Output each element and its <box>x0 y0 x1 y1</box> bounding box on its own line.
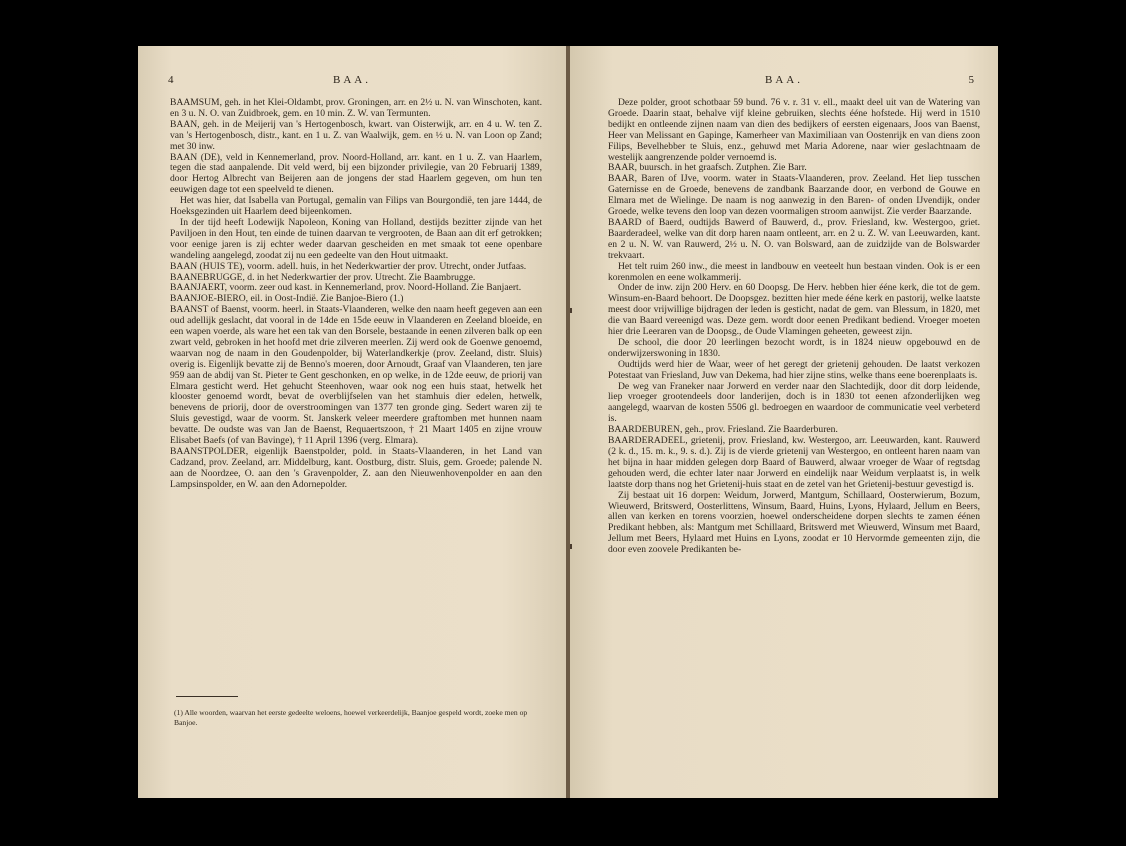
right-text-column <box>608 98 980 556</box>
entry-paragraph: Het was hier, dat Isabella van Portugal, gemalin van Filips van Bourgondië, ten jare 1444, de Hoeksgezinden uit Haarlem deed bijeenkomen. <box>170 195 542 218</box>
book-spread <box>138 46 998 798</box>
right-running-title: BAA. <box>765 74 803 86</box>
right-page-number: 5 <box>968 74 974 86</box>
entry-paragraph: Deze polder, groot schotbaar 59 bund. 76 v. r. 31 v. ell., maakt deel uit van de Watering van Groede. Daarin staat, behalve vijf kleine gebruiken, slechts ééne hofstede. Hij werd in 1510 bedijkt en ontleende zijnen naam van dien des bedijkers of eersten eigenaars, Joos van Baenst, Heer van Melissant en Gapinge, Kamerheer van Maximiliaan van Oostenrijk en van diens zoon Filips, Bevelhebber te Sluis, enz., gehuwd met Maria Adorene, naar wier geslachtnaam de westelijk aangrenzende polder vernoemd is. <box>608 97 980 163</box>
entry-paragraph: Onder de inw. zijn 200 Herv. en 60 Doopsg. De Herv. hebben hier ééne kerk, die tot de gem. Winsum-en-Baard behoort. De Doopsgez. bezitten hier mede ééne kerk en pastorij, welke laatste meest door vrijwillige bijdragen der leden is gesticht, nadat de gem. van Blessum, in 1820, met die van Baard vereenigd was. Deze gem. wordt door eenen Predikant bediend. Vroeger moeten hier drie Leeraren van de Doopsg., de Oude Vlamingen geheeten, geweest zijn. <box>608 282 980 338</box>
right-running-head <box>570 74 998 88</box>
left-text-column <box>170 98 542 491</box>
entry-paragraph: Het telt ruim 260 inw., die meest in landbouw en veeteelt hun bestaan vinden. Ook is er een korenmolen en eene wolkammerij. <box>608 260 980 283</box>
entry-paragraph: De school, die door 20 leerlingen bezocht wordt, is in 1824 nieuw opgebouwd en de onderwijzerswoning in 1830. <box>608 336 980 359</box>
entry-baan-huis-te: BAAN (HUIS TE), voorm. adell. huis, in het Nederkwartier der prov. Utrecht, onder Jutfaas. <box>170 260 527 272</box>
entry-paragraph: In der tijd heeft Lodewijk Napoleon, Koning van Holland, destijds bezitter zijnde van het Paviljoen in den Hout, ten einde de tuinen daarvan te vergrooten, de Baan aan dit erf getrokken; voor eenige jaren is zij echter weder daarvan gescheiden en met smaak tot eene openbare wandeling aangelegd, zoodat zij nu een gedeelte van den Hout uitmaakt. <box>170 216 542 261</box>
entry-baamsum: BAAMSUM, geh. in het Klei-Oldambt, prov. Groningen, arr. en 2½ u. N. van Winschoten, kant. en 3 u. N. O. van Zuidbroek, gem. en 10 min. Z. W. van Termunten. <box>170 97 542 119</box>
left-running-head <box>138 74 566 88</box>
entry-baanstpolder: BAANSTPOLDER, eigenlijk Baenstpolder, pold. in Staats-Vlaanderen, in het Land van Cadzand, prov. Zeeland, arr. Middelburg, kant. Oostburg, distr. Sluis, gem. Groede; palende N. aan de Noordzee, O. aan den 's Gravenpolder, Z. aan den Nieuwenhovenpolder en aan den Lampsinspolder, en W. aan den Adornepolder. <box>170 446 542 490</box>
entry-baard: BAARD of Baerd, oudtijds Bawerd of Bauwerd, d., prov. Friesland, kw. Westergoo, griet. Baarderadeel, welke van dit dorp haren naam ontleent, arr. en 2 u. Z. W. van Leeuwarden, kant. en 2 u. N. W. van Rauwerd, 2½ u. N. O. van Bolsward, aan de zuidzijde van de Bolswarder trekvaart. <box>608 216 980 261</box>
page-edge-mark <box>570 544 572 549</box>
entry-baanst: BAANST of Baenst, voorm. heerl. in Staats-Vlaanderen, welke den naam heeft gegeven aan een oud adellijk geslacht, dat vooral in de 14de en 15de eeuw in Vlaanderen en Zeeland bloeide, en een wapen voerde, als ware het een tak van den Borsele, bestaande in eenen zilveren balk op een zwart veld, gebroken in het hoofd met drie zilveren meerlen. Zij werd ook de Goenwe genoemd, waarvan nog de naam in den Goudenpolder, bij Waterlandkerkje (prov. Zeeland, distr. Sluis) overig is. Eigenlijk bevatte zij de Benno's moeren, door Arnoudt, Graaf van Vlaanderen, ten jare 959 aan de abdij van St. Pieter te Gent geschonken, en op welke, in de 12de eeuw, de priorij van Elmara gesticht werd. Het gehucht Steenhoven, waar ook nog een huis staat, hetwelk het klooster genoemd wordt, bevat de overblijfselen van het stamhuis dier edelen, hetwelk, benevens de priorij, door de overstroomingen van 1377 ten gronde ging. Sedert waren zij te Sluis gevestigd, waar de voorm. St. Janskerk veleer meerdere graftomben met hunnen naam bevatte. De oudste was van Jan de Baenst, Requaertszoon, † 21 Maart 1405 en zijne vrouw Elisabet Baefs (of van Bavinge), † 11 April 1396 (verg. Elmara). <box>170 304 542 447</box>
entry-baardeburen: BAARDEBUREN, geh., prov. Friesland. Zie Baarderburen. <box>608 424 838 436</box>
left-page-number: 4 <box>168 74 174 86</box>
left-running-title: BAA. <box>333 74 371 86</box>
page-edge-mark <box>570 308 572 313</box>
entry-baarderadeel: BAARDERADEEL, grietenij, prov. Friesland, kw. Westergoo, arr. Leeuwarden, kant. Rauwerd (2 k. d., 15. m. k., 9. s. d.). Zij is de vierde grietenij van Westergoo, en ontleent haren naam van het bijna in haar midden gelegen dorp Baard of Bauwerd, alwaar vroeger de Waar of regtsdag gehouden werd, die echter later naar Jorwerd en eindelijk naar Weidum verplaatst is, in welk laatste dorp thans nog het Grietenij-huis staat en de zetel van het Grietenij-bestuur gevestigd is. <box>608 435 980 490</box>
entry-baanjaert: BAANJAERT, voorm. zeer oud kast. in Kennemerland, prov. Noord-Holland. Zie Banjaert. <box>170 282 522 294</box>
right-page <box>570 46 998 798</box>
entry-baar-water: BAAR, Baren of IJve, voorm. water in Staats-Vlaanderen, prov. Zeeland. Het liep tusschen Gaternisse en de Groede, benevens de zandbank Baarzande door, en verbond de Gouwe en Elmara met de Wielinge. De naam is nog aanwezig in den Baren- of onden IJvendijk, onder Groede, welke tevens den loop van dezen voormaligen stroom aanwijst. Zie verder Baarzande. <box>608 173 980 218</box>
entry-baanebrugge: BAANEBRUGGE, d. in het Nederkwartier der prov. Utrecht. Zie Baambrugge. <box>170 271 476 283</box>
footnote: (1) Alle woorden, waarvan het eerste gedeelte weloens, hoewel verkeerdelijk, Baanjoe gespeld wordt, zoeke men op Banjoe. <box>174 708 528 727</box>
entry-baan: BAAN, geh. in de Meijerij van 's Hertogenbosch, kwart. van Oisterwijk, arr. en 4 u. W. ten Z. van 's Hertogenbosch, distr., kant. en 1 u. Z. van Waalwijk, gem. en ½ u. N. van Loon op Zand; met 30 inw. <box>170 118 542 152</box>
entry-paragraph: Zij bestaat uit 16 dorpen: Weidum, Jorwerd, Mantgum, Schillaard, Oosterwierum, Bozum, Wieuwerd, Britswerd, Oosterlittens, Winsum, Baard, Huins, Lyons, Hylaard, Jellum en Beers, allen van kerken en torens voorzien, hoewel onderscheidene dorpen slechts te zamen éénen Predikant hebben, als: Mantgum met Schillaard, Britswerd met Wieuwerd, Winsum met Baard, Jellum met Beers, Hylaard met Huins en Lyons, zoodat er 10 Hervormde gemeenten zijn, die door even zoovele Predikanten be- <box>608 489 980 556</box>
entry-baanjoe-biero: BAANJOE-BIERO, eil. in Oost-Indië. Zie Banjoe-Biero (1.) <box>170 293 404 305</box>
entry-baan-de: BAAN (DE), veld in Kennemerland, prov. Noord-Holland, arr. kant. en 1 u. Z. van Haarlem, tegen die stad aanpalende. Dit veld werd, bij een bijzonder privilegie, van 20 Februarij 1389, door Hertog Albrecht van Beijeren aan de jongens der stad Haarlem gegeven, om hun ten eeuwigen dage tot een speelveld te dienen. <box>170 151 542 196</box>
entry-baar-buursch: BAAR, buursch. in het graafsch. Zutphen. Zie Barr. <box>608 162 807 174</box>
left-page <box>138 46 566 798</box>
footnote-rule <box>176 696 238 697</box>
entry-paragraph: Oudtijds werd hier de Waar, weer of het geregt der grietenij gehouden. De laatst verkozen Potestaat van Friesland, Juw van Dekema, had hier zijne stins, welke thans eene boerenplaats is. <box>608 358 980 381</box>
entry-paragraph: De weg van Franeker naar Jorwerd en verder naar den Slachtedijk, door dit dorp leidende, liep vroeger grootendeels door landerijen, doch is in 1830 tot eenen afzonderlijken weg aangelegd, waarvan de kosten 5506 gl. bedroegen en waardoor de communicatie veel verbeterd is. <box>608 380 980 425</box>
